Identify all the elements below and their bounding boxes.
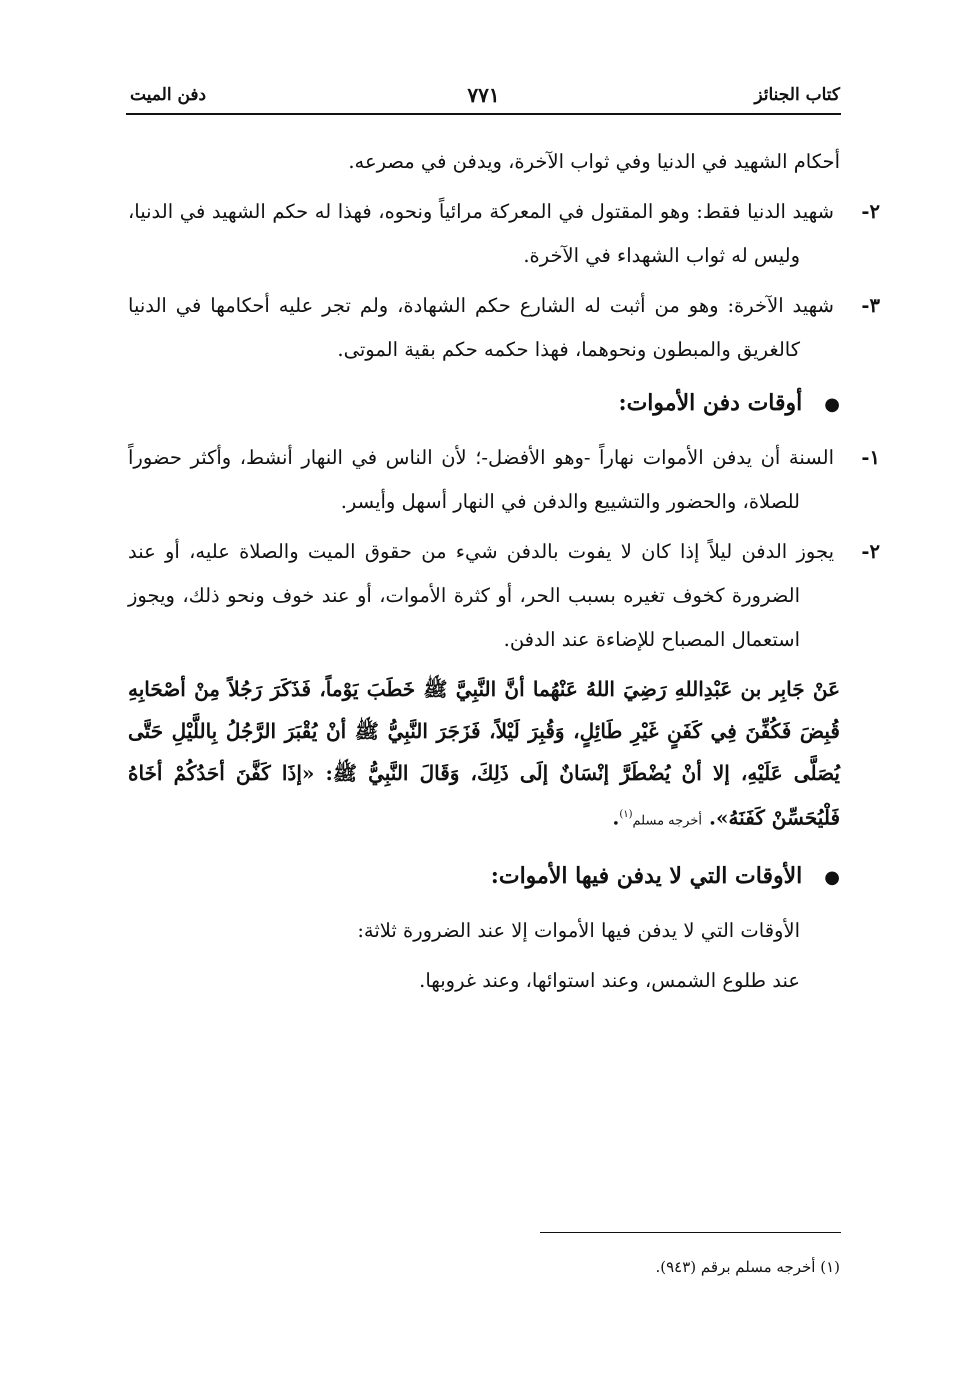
section-heading-forbidden-times: [128, 851, 840, 903]
header-book-title: كتاب الجنائز: [754, 85, 840, 105]
footnote-reference[interactable]: (١): [619, 809, 633, 820]
header-page-number: ٧٧١: [467, 83, 500, 107]
paragraph-forbidden-times-intro: الأوقات التي لا يدفن فيها الأموات إلا عند الضرورة ثلاثة:: [357, 918, 800, 942]
hadith-source: أخرجه مسلم: [632, 813, 703, 829]
section-heading-burial-times: [128, 378, 840, 430]
page-body: [128, 140, 880, 1009]
section-title: الأوقات التي لا يدفن فيها الأموات:: [490, 862, 803, 889]
list-item-daytime-burial: ١-السنة أن يدفن الأموات نهاراً -وهو الأفضل-؛ لأن الناس في النهار أنشط، وأكثر حضوراً للصلاة، والحضور والتشييع والدفن في النهار أسهل وأيسر.: [128, 446, 880, 513]
footnote-rule: [540, 1232, 841, 1233]
list-item-text: شهيد الآخرة: وهو من أثبت له الشارع حكم الشهادة، ولم تجر عليه أحكامها في الدنيا كالغريق والمبطون ونحوهما، فهذا حكمه حكم بقية الموتى.: [128, 294, 834, 361]
paragraph-continuation: أحكام الشهيد في الدنيا وفي ثواب الآخرة، ويدفن في مصرعه.: [348, 150, 840, 173]
list-item-martyr-dunya: ٢-شهيد الدنيا فقط: وهو المقتول في المعركة مرائياً ونحوه، فهذا له حكم الشهيد في الدنيا، وليس له ثواب الشهداء في الآخرة.: [128, 200, 880, 267]
list-item-martyr-akhira: ٣-شهيد الآخرة: وهو من أثبت له الشارع حكم الشهادة، ولم تجر عليه أحكامها في الدنيا كالغريق والمبطون ونحوهما، فهذا حكمه حكم بقية الموتى.: [128, 294, 880, 361]
hadith-body: عَنْ جَابِر بن عَبْدِاللهِ رَضِيَ اللهُ عَنْهُما أنَّ النَّبِيَّ ﷺ خَطَبَ يَوْماً، فَذَكَرَ رَجُلاً مِنْ أصْحَابِهِ قُبِضَ فَكُفِّنَ فِي كَفَنٍ غَيْرِ طَائِلٍ، وَقُبِرَ لَيْلاً، فَزَجَرَ النَّبِيُّ ﷺ أنْ يُقْبَرَ الرَّجُلُ بِاللَّيْلِ حَتَّى يُصَلَّى عَلَيْهِ، إلا أنْ يُضْطَرَّ إنْسَانٌ إلَى ذَلِكَ، وَقَالَ النَّبِيُّ ﷺ: «إذَا كَفَّنَ أحَدُكُمْ أخَاهُ فَلْيُحَسِّنْ كَفَنَهُ».: [128, 677, 840, 830]
hadith-text: عَنْ جَابِر بن عَبْدِاللهِ رَضِيَ اللهُ عَنْهُما أنَّ النَّبِيَّ ﷺ خَطَبَ يَوْماً، فَذَكَرَ رَجُلاً مِنْ أصْحَابِهِ قُبِضَ فَكُفِّنَ فِي كَفَنٍ غَيْرِ طَائِلٍ، وَقُبِرَ لَيْلاً، فَزَجَرَ النَّبِيُّ ﷺ أنْ يُقْبَرَ الرَّجُلُ بِاللَّيْلِ حَتَّى يُصَلَّى عَلَيْهِ، إلا أنْ يُضْطَرَّ إنْسَانٌ إلَى ذَلِكَ، وَقَالَ النَّبِيُّ ﷺ: «إذَا كَفَّنَ أحَدُكُمْ أخَاهُ فَلْيُحَسِّنْ كَفَنَهُ». أخرجه مسلم$^{(١)}$.: [128, 677, 840, 830]
list-item-night-burial: ٢-يجوز الدفن ليلاً إذا كان لا يفوت بالدفن شيء من حقوق الميت والصلاة عليه، أو عند الضرورة كخوف تغيره بسبب الحر، أو كثرة الأموات، أو عند خوف ونحو ذلك، ويجوز استعمال المصباح للإضاءة عند الدفن.: [128, 540, 880, 651]
list-item-text: شهيد الدنيا فقط: وهو المقتول في المعركة مرائياً ونحوه، فهذا له حكم الشهيد في الدنيا، وليس له ثواب الشهداء في الآخرة.: [128, 200, 834, 267]
header-chapter-title: دفن الميت: [130, 85, 207, 105]
section-title: أوقات دفن الأموات:: [618, 390, 803, 416]
bullet-icon: ●: [824, 394, 840, 415]
header-rule: [126, 113, 841, 115]
list-item-text: السنة أن يدفن الأموات نهاراً -وهو الأفضل-؛ لأن الناس في النهار أنشط، وأكثر حضوراً للصلاة، والحضور والتشييع والدفن في النهار أسهل وأيسر.: [128, 446, 834, 513]
paragraph-forbidden-times-list: عند طلوع الشمس، وعند استوائها، وعند غروبها.: [419, 968, 800, 992]
footnote: (١) أخرجه مسلم برقم (٩٤٣).: [655, 1258, 840, 1276]
list-item-text: يجوز الدفن ليلاً إذا كان لا يفوت بالدفن شيء من حقوق الميت والصلاة عليه، أو عند الضرورة كخوف تغيره بسبب الحر، أو كثرة الأموات، أو عند خوف ونحو ذلك، ويجوز استعمال المصباح للإضاءة عند الدفن.: [128, 540, 834, 651]
bullet-icon: ●: [824, 866, 840, 888]
